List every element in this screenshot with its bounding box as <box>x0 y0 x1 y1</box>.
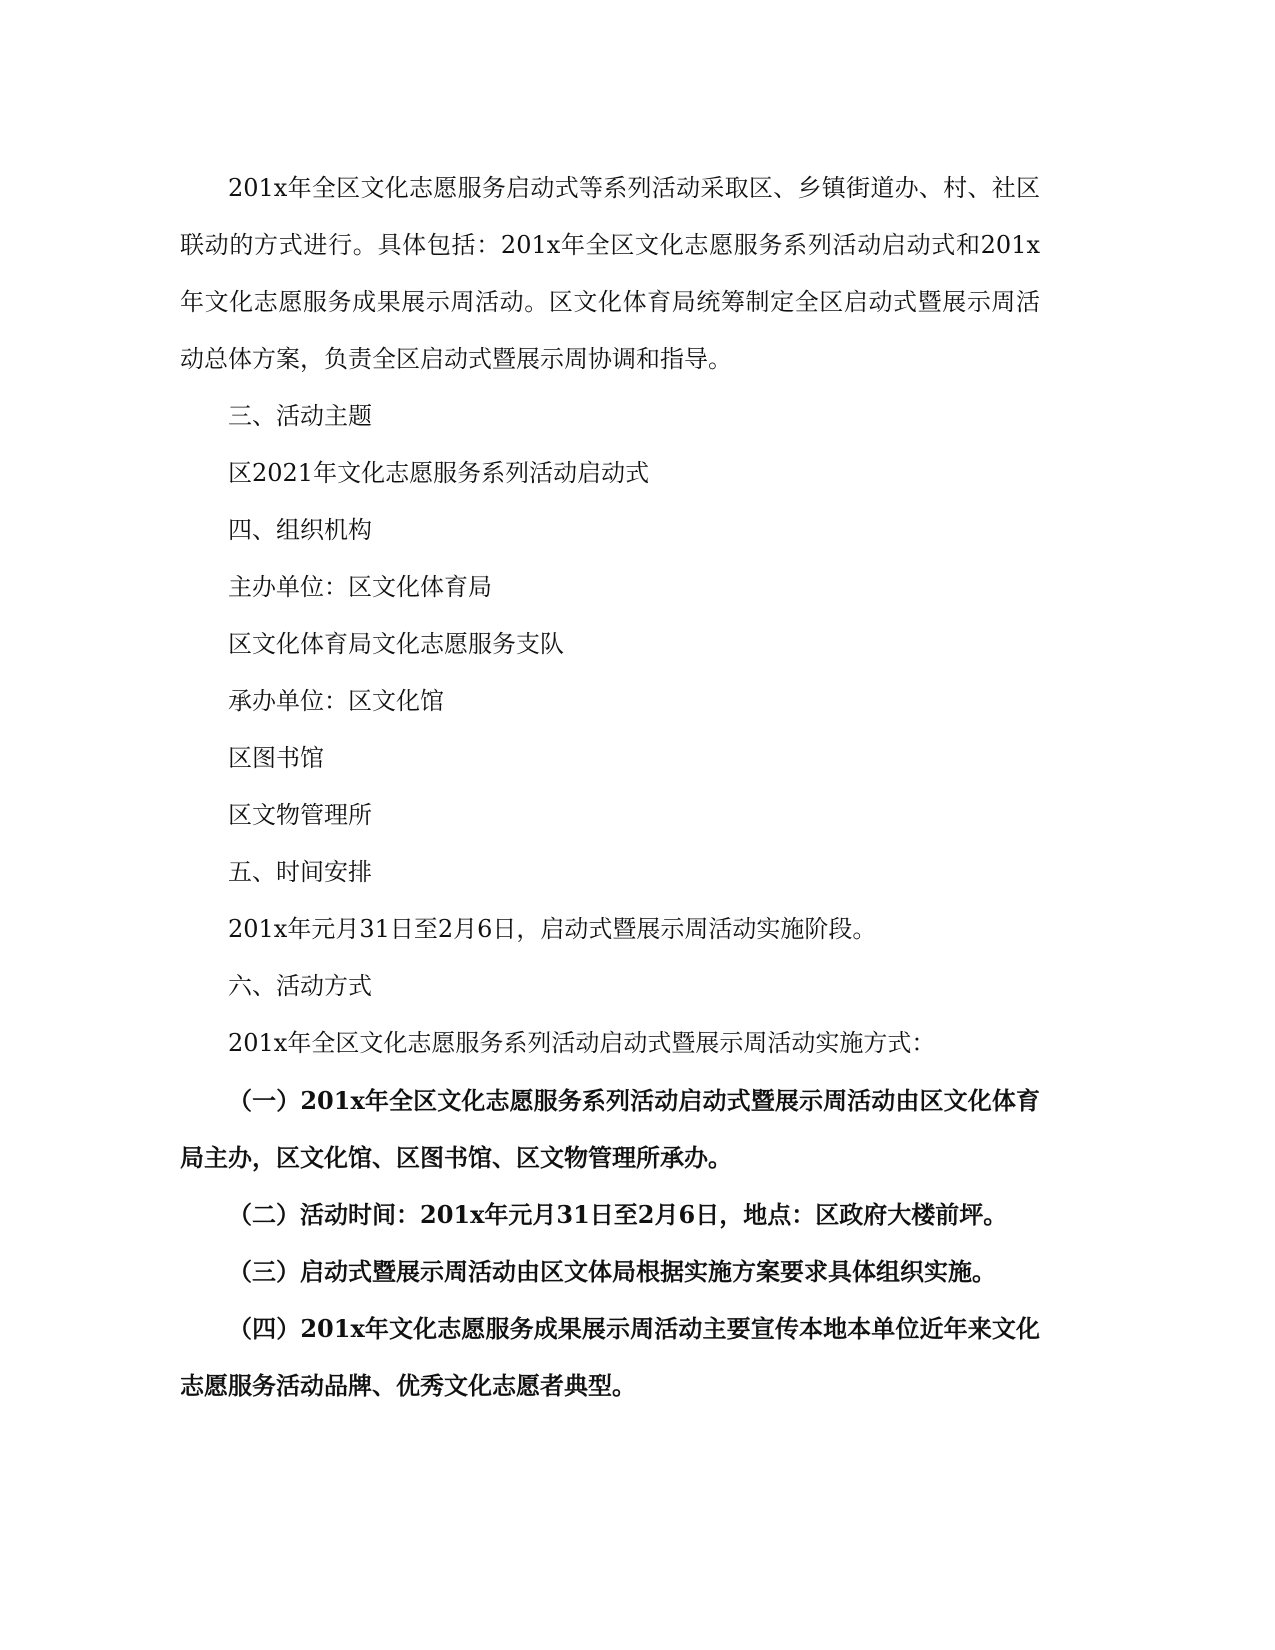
paragraph-theme: 区2021年文化志愿服务系列活动启动式 <box>228 459 650 487</box>
paragraph-method-intro: 201x年全区文化志愿服务系列活动启动式暨展示周活动实施方式： <box>228 1029 936 1057</box>
heading-activity-theme: 三、活动主题 <box>228 402 372 430</box>
heading-activity-method: 六、活动方式 <box>228 972 372 1000</box>
paragraph-method-1: （一）201x年全区文化志愿服务系列活动启动式暨展示周活动由区文化体育局主办，区文化馆、区图书馆、区文物管理所承办。 <box>180 1086 1040 1172</box>
heading-schedule: 五、时间安排 <box>228 858 372 886</box>
paragraph-organizer-3: 区文物管理所 <box>228 801 372 829</box>
paragraph-method-2: （二）活动时间：201x年元月31日至2月6日，地点：区政府大楼前坪。 <box>228 1200 1008 1229</box>
paragraph-intro: 201x年全区文化志愿服务启动式等系列活动采取区、乡镇街道办、村、社区联动的方式进行。具体包括：201x年全区文化志愿服务系列活动启动式和201x年文化志愿服务成果展示周活动。区文化体育局统筹制定全区启动式暨展示周活动总体方案，负责全区启动式暨展示周协调和指导。 <box>180 174 1040 373</box>
paragraph-organizer-2: 区图书馆 <box>228 744 324 772</box>
paragraph-organizer: 承办单位：区文化馆 <box>228 687 444 715</box>
paragraph-method-4: （四）201x年文化志愿服务成果展示周活动主要宣传本地本单位近年来文化志愿服务活动品牌、优秀文化志愿者典型。 <box>180 1314 1040 1400</box>
paragraph-method-3: （三）启动式暨展示周活动由区文体局根据实施方案要求具体组织实施。 <box>228 1257 996 1286</box>
paragraph-host: 主办单位：区文化体育局 <box>228 573 492 601</box>
paragraph-host-2: 区文化体育局文化志愿服务支队 <box>228 630 564 658</box>
document-body <box>180 160 1040 1414</box>
heading-organization: 四、组织机构 <box>228 516 372 544</box>
paragraph-schedule: 201x年元月31日至2月6日，启动式暨展示周活动实施阶段。 <box>228 915 877 943</box>
